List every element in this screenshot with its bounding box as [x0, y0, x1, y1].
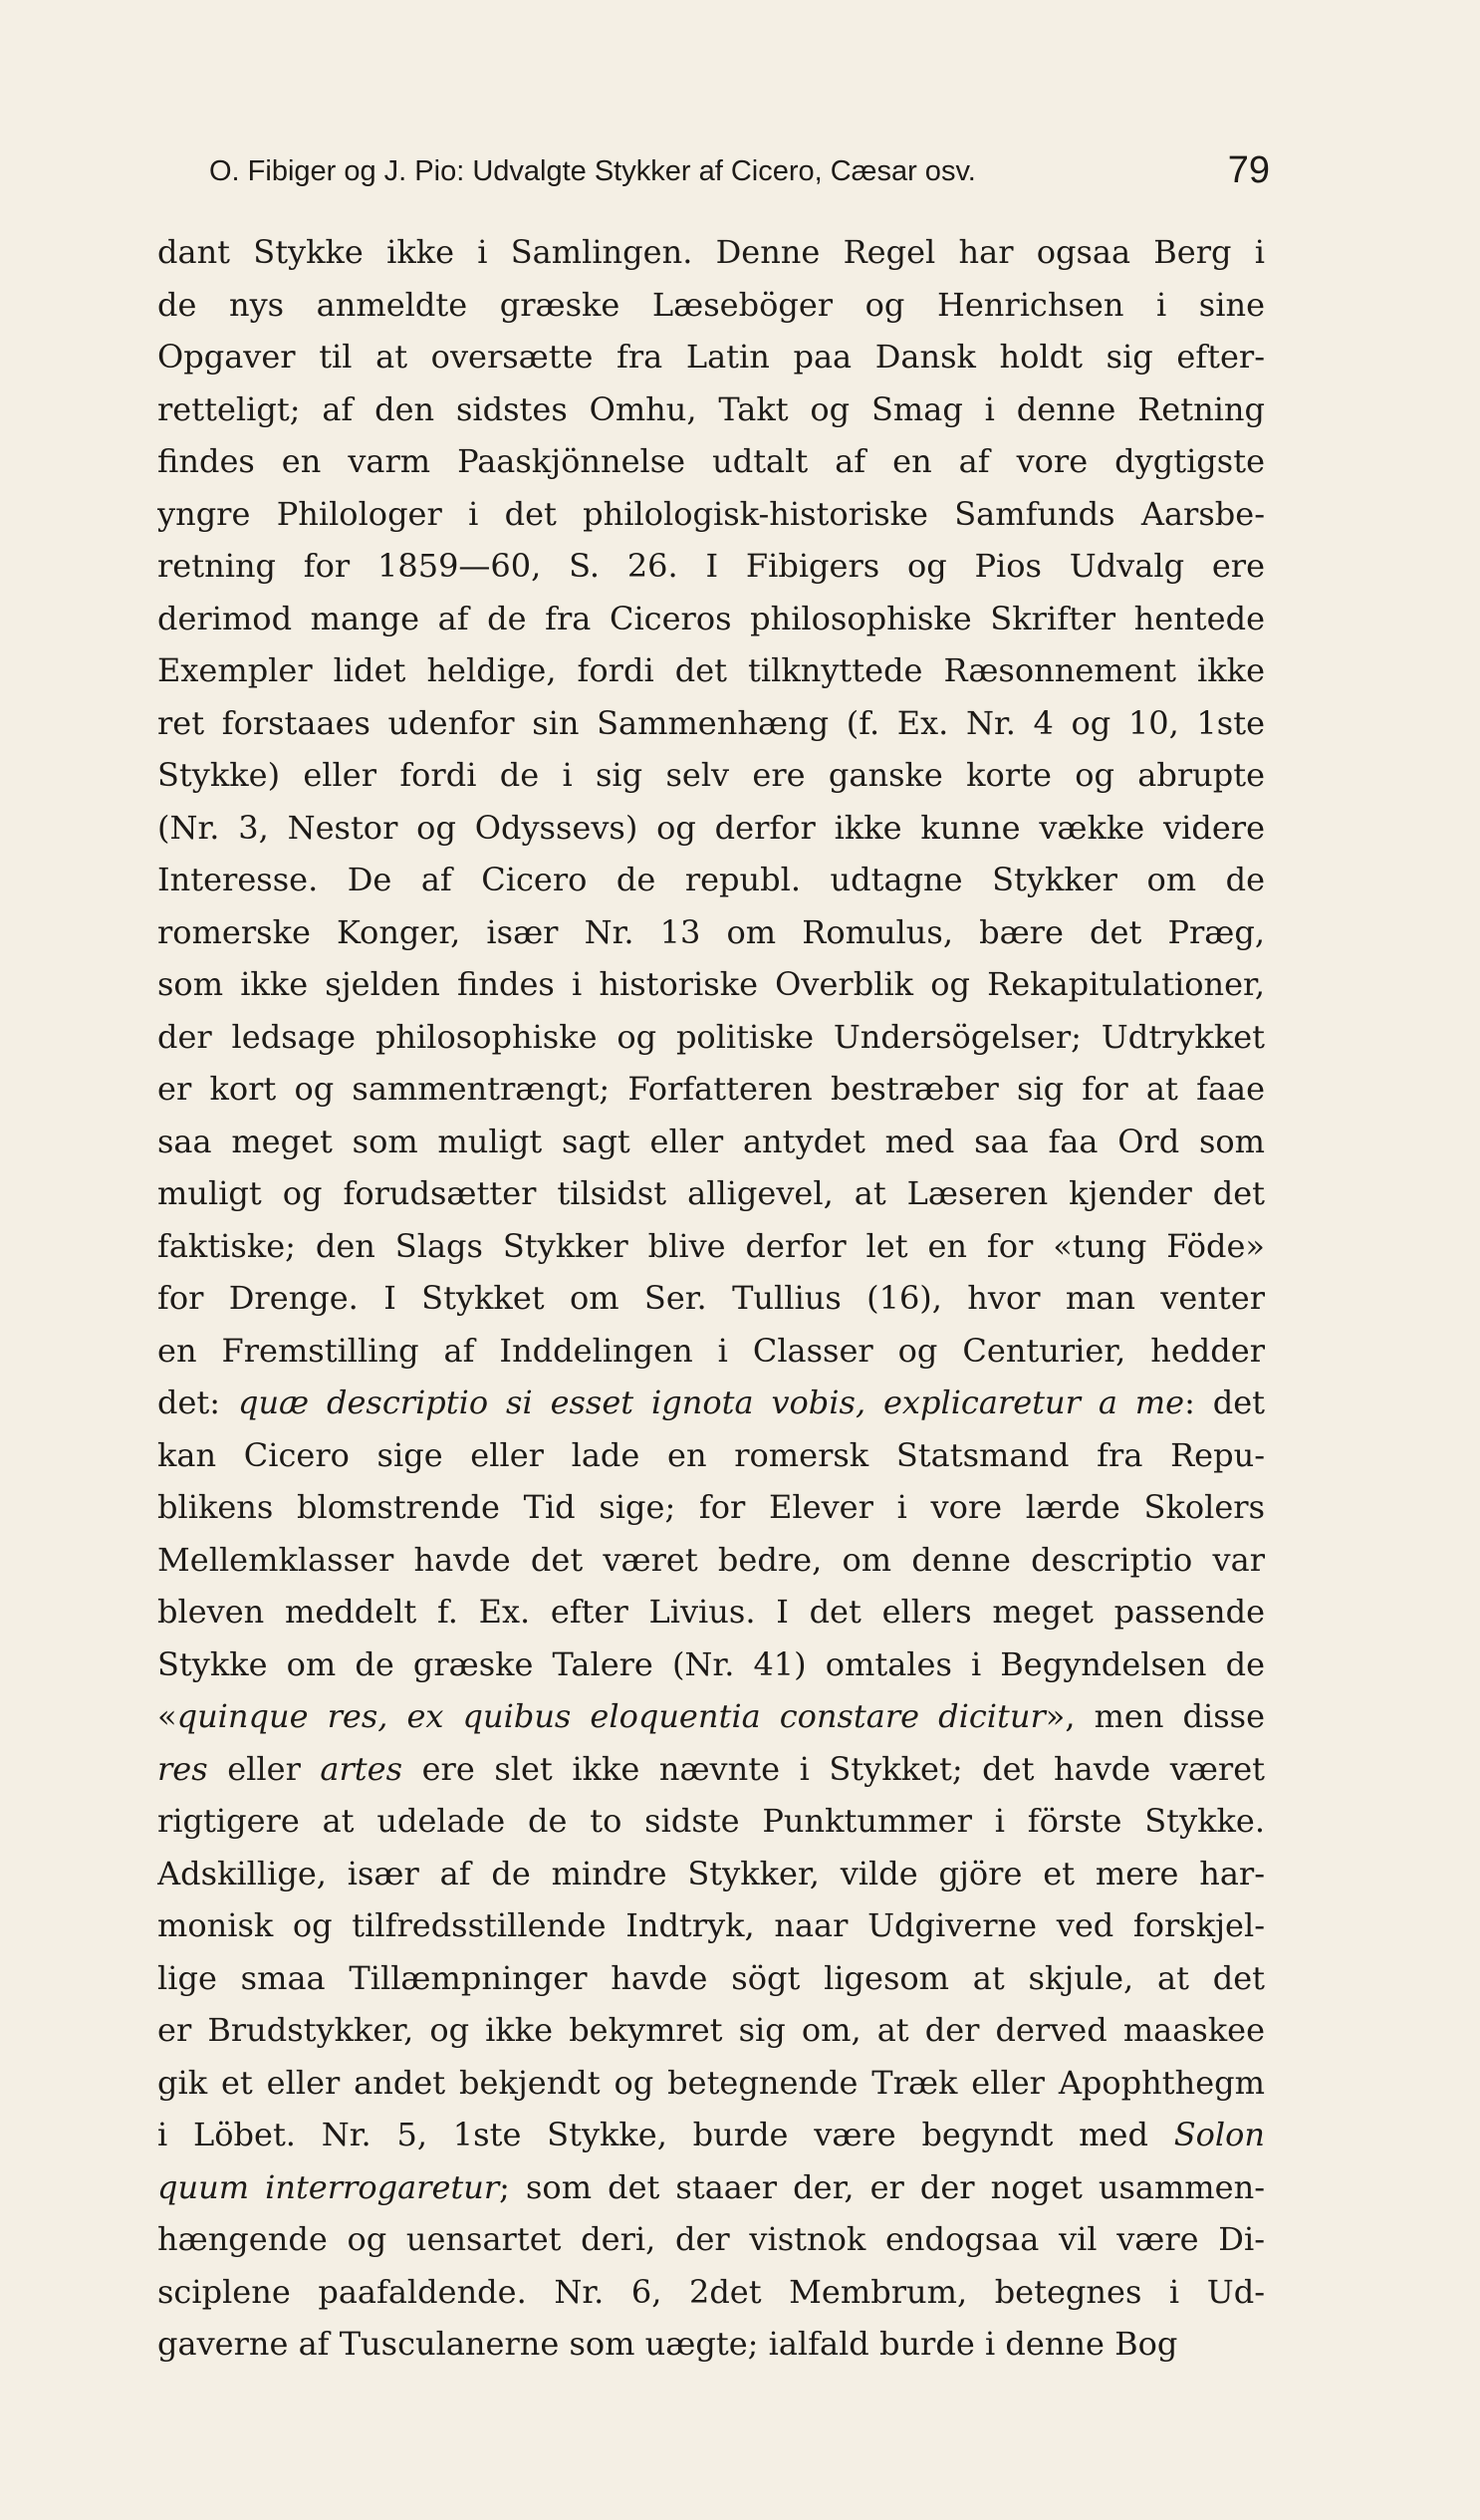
text-line: «quinque res, ex quibus eloquentia constare dicitur», men disse — [157, 1697, 1265, 1735]
text-line: Stykke) eller fordi de i sig selv ere ganske korte og abrupte — [157, 756, 1265, 794]
text-line: kan Cicero sige eller lade en romersk Statsmand fra Repu- — [157, 1435, 1265, 1474]
text-line: monisk og tilfredsstillende Indtryk, naar Udgiverne ved forskjel- — [157, 1906, 1265, 1944]
text-line: der ledsage philosophiske og politiske Undersögelser; Udtrykket — [157, 1017, 1265, 1056]
text-line: res eller artes ere slet ikke nævnte i Stykket; det havde været — [157, 1749, 1265, 1788]
text-line: er kort og sammentrængt; Forfatteren bestræber sig for at faae — [157, 1070, 1265, 1108]
italic-phrase: quum interrogaretur — [157, 2167, 500, 2206]
text-line: gaverne af Tusculanerne som uægte; ialfald burde i denne Bog — [157, 2325, 1178, 2363]
text-line: retning for 1859—60, S. 26. I Fibigers og Pios Udvalg ere — [157, 547, 1265, 585]
text-line: dant Stykke ikke i Samlingen. Denne Regel har ogsaa Berg i — [157, 233, 1265, 271]
text-line: Mellemklasser havde det været bedre, om denne descriptio var — [157, 1540, 1265, 1579]
text-line: de nys anmeldte græske Læseböger og Henrichsen i sine — [157, 285, 1265, 324]
page-number: 79 — [1227, 149, 1270, 191]
text-line: Adskillige, især af de mindre Stykker, vilde gjöre et mere har- — [157, 1854, 1265, 1892]
text-line: en Fremstilling af Inddelingen i Classer og Centurier, hedder — [157, 1331, 1265, 1370]
text-line: ret forstaaes udenfor sin Sammenhæng (f. Ex. Nr. 4 og 10, 1ste — [157, 703, 1265, 742]
running-header — [209, 149, 1270, 197]
body-text — [157, 226, 1265, 2371]
text-line: Opgaver til at oversætte fra Latin paa Dansk holdt sig efter- — [157, 338, 1265, 376]
text-line: bleven meddelt f. Ex. efter Livius. I det ellers meget passende — [157, 1593, 1265, 1631]
italic-phrase: quæ descriptio si esset ignota vobis, explicaretur a me — [237, 1384, 1185, 1421]
text-line: retteligt; af den sidstes Omhu, Takt og Smag i denne Retning — [157, 389, 1265, 428]
text-line: hængende og uensartet deri, der vistnok endogsaa vil være Di- — [157, 2220, 1265, 2258]
text-line: sciplene paafaldende. Nr. 6, 2det Membrum, betegnes i Ud- — [157, 2272, 1265, 2311]
text-line: derimod mange af de fra Ciceros philosophiske Skrifter hentede — [157, 599, 1265, 637]
text-line: quum interrogaretur; som det staaer der, er der noget usammen- — [157, 2167, 1265, 2206]
italic-phrase: quinque res, ex quibus eloquentia constare dicitur — [176, 1697, 1046, 1735]
text-line: det: quæ descriptio si esset ignota vobis, explicaretur a me: det — [157, 1384, 1265, 1421]
running-title: O. Fibiger og J. Pio: Udvalgte Stykker af Cicero, Cæsar osv. — [209, 155, 976, 187]
text-line: findes en varm Paaskjönnelse udtalt af en af vore dygtigste — [157, 442, 1265, 480]
text-line: er Brudstykker, og ikke bekymret sig om, at der derved maaskee — [157, 2011, 1265, 2049]
text-line: Exempler lidet heldige, fordi det tilknyttede Ræsonnement ikke — [157, 651, 1265, 689]
italic-phrase: res — [157, 1749, 208, 1788]
italic-phrase: Solon — [1173, 2116, 1265, 2153]
text-line: som ikke sjelden findes i historiske Overblik og Rekapitulationer, — [157, 965, 1265, 1003]
italic-phrase: artes — [320, 1749, 403, 1788]
text-line: blikens blomstrende Tid sige; for Elever i vore lærde Skolers — [157, 1488, 1265, 1526]
text-line: yngre Philologer i det philologisk-historiske Samfunds Aarsbe- — [157, 494, 1265, 533]
text-line: muligt og forudsætter tilsidst alligevel, at Læseren kjender det — [157, 1174, 1265, 1212]
text-line: lige smaa Tillæmpninger havde sögt ligesom at skjule, at det — [157, 1958, 1265, 1997]
text-line: (Nr. 3, Nestor og Odyssevs) og derfor ikke kunne vække videre — [157, 808, 1265, 847]
text-line: faktiske; den Slags Stykker blive derfor let en for «tung Föde» — [157, 1226, 1265, 1265]
text-line: Interesse. De af Cicero de republ. udtagne Stykker om de — [157, 861, 1265, 898]
text-line: gik et eller andet bekjendt og betegnende Træk eller Apophthegm — [157, 2063, 1265, 2102]
text-line: for Drenge. I Stykket om Ser. Tullius (16), hvor man venter — [157, 1279, 1265, 1317]
text-line: romerske Konger, især Nr. 13 om Romulus, bære det Præg, — [157, 912, 1265, 951]
text-line: saa meget som muligt sagt eller antydet med saa faa Ord som — [157, 1122, 1265, 1160]
text-line: rigtigere at udelade de to sidste Punktummer i förste Stykke. — [157, 1802, 1265, 1840]
text-line: i Löbet. Nr. 5, 1ste Stykke, burde være begyndt med Solon — [157, 2116, 1265, 2153]
text-line: Stykke om de græske Talere (Nr. 41) omtales i Begyndelsen de — [157, 1644, 1265, 1683]
